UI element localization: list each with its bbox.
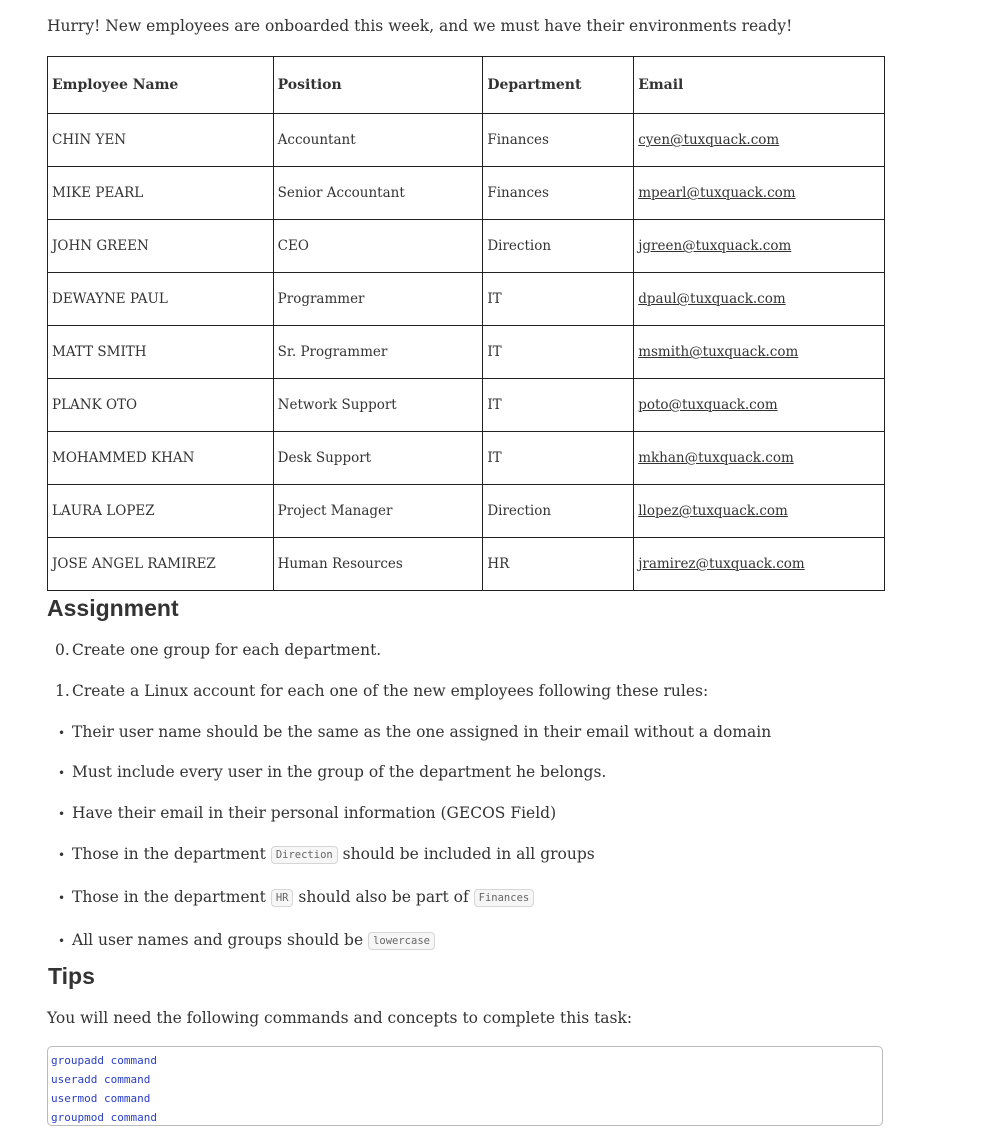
employee-table (47, 56, 885, 591)
cell-email (634, 538, 885, 591)
list-item (72, 845, 595, 863)
cell-position: Sr. Programmer (273, 326, 483, 379)
list-item (72, 931, 435, 949)
list-item-text: should also be part of (298, 888, 469, 906)
tips-heading: Tips (48, 963, 95, 989)
cell-position: Human Resources (273, 538, 483, 591)
list-number: 0. (55, 641, 70, 659)
cell-name: PLANK OTO (48, 379, 274, 432)
table-row (48, 485, 885, 538)
cell-position: Programmer (273, 273, 483, 326)
table-row (48, 432, 885, 485)
bullet-dot: • (58, 848, 66, 862)
list-item: Must include every user in the group of the department he belongs. (72, 763, 607, 781)
bullet-dot: • (58, 934, 66, 948)
email-link[interactable]: poto@tuxquack.com (638, 397, 778, 413)
cell-department: Finances (483, 114, 634, 167)
table-row (48, 379, 885, 432)
cell-name: CHIN YEN (48, 114, 274, 167)
list-item: Create a Linux account for each one of the new employees following these rules: (72, 682, 709, 700)
cell-department: Finances (483, 167, 634, 220)
list-item-text: Those in the department (72, 845, 266, 863)
table-header-row (48, 57, 885, 114)
code-block (47, 1046, 883, 1126)
cell-position: Network Support (273, 379, 483, 432)
cell-name: MIKE PEARL (48, 167, 274, 220)
inline-code: Direction (271, 846, 338, 864)
email-link[interactable]: jramirez@tuxquack.com (638, 556, 805, 572)
cell-name: JOSE ANGEL RAMIREZ (48, 538, 274, 591)
inline-code: Finances (474, 889, 535, 907)
cell-email (634, 485, 885, 538)
cell-department: HR (483, 538, 634, 591)
cell-position: CEO (273, 220, 483, 273)
table-row (48, 167, 885, 220)
cell-name: DEWAYNE PAUL (48, 273, 274, 326)
code-line: useradd command (51, 1073, 151, 1086)
table-row (48, 326, 885, 379)
list-item: Have their email in their personal information (GECOS Field) (72, 804, 557, 822)
cell-department: IT (483, 379, 634, 432)
cell-department: IT (483, 432, 634, 485)
header-position: Position (273, 57, 483, 114)
bullet-dot: • (58, 891, 66, 905)
code-line: usermod command (51, 1092, 151, 1105)
cell-email (634, 379, 885, 432)
bullet-dot: • (58, 766, 66, 780)
cell-email (634, 273, 885, 326)
email-link[interactable]: mpearl@tuxquack.com (638, 185, 796, 201)
email-link[interactable]: cyen@tuxquack.com (638, 132, 780, 148)
email-link[interactable]: mkhan@tuxquack.com (638, 450, 794, 466)
header-email: Email (634, 57, 885, 114)
inline-code: lowercase (368, 932, 435, 950)
list-item: Create one group for each department. (72, 641, 382, 659)
email-link[interactable]: llopez@tuxquack.com (638, 503, 788, 519)
cell-department: IT (483, 273, 634, 326)
cell-email (634, 326, 885, 379)
email-link[interactable]: dpaul@tuxquack.com (638, 291, 786, 307)
code-line: groupadd command (51, 1054, 157, 1067)
inline-code: HR (271, 889, 294, 907)
cell-position: Desk Support (273, 432, 483, 485)
code-line: groupmod command (51, 1111, 157, 1124)
assignment-heading: Assignment (47, 595, 179, 621)
cell-email (634, 167, 885, 220)
list-item-text: Those in the department (72, 888, 266, 906)
cell-name: LAURA LOPEZ (48, 485, 274, 538)
cell-department: Direction (483, 485, 634, 538)
cell-name: MOHAMMED KHAN (48, 432, 274, 485)
list-item: Their user name should be the same as the one assigned in their email without a domain (72, 723, 772, 741)
list-number: 1. (55, 682, 70, 700)
list-item-text: should be included in all groups (342, 845, 595, 863)
header-employee-name: Employee Name (48, 57, 274, 114)
cell-position: Accountant (273, 114, 483, 167)
email-link[interactable]: jgreen@tuxquack.com (638, 238, 792, 254)
list-item-text: All user names and groups should be (72, 931, 364, 949)
table-row (48, 538, 885, 591)
intro-text: Hurry! New employees are onboarded this week, and we must have their environments ready! (47, 17, 793, 35)
header-department: Department (483, 57, 634, 114)
list-item (72, 888, 534, 906)
cell-position: Senior Accountant (273, 167, 483, 220)
table-row (48, 220, 885, 273)
cell-name: JOHN GREEN (48, 220, 274, 273)
cell-name: MATT SMITH (48, 326, 274, 379)
tips-text: You will need the following commands and concepts to complete this task: (47, 1009, 633, 1027)
cell-department: IT (483, 326, 634, 379)
cell-email (634, 114, 885, 167)
email-link[interactable]: msmith@tuxquack.com (638, 344, 799, 360)
bullet-dot: • (58, 807, 66, 821)
table-row (48, 273, 885, 326)
cell-email (634, 432, 885, 485)
cell-position: Project Manager (273, 485, 483, 538)
bullet-dot: • (58, 726, 66, 740)
cell-department: Direction (483, 220, 634, 273)
cell-email (634, 220, 885, 273)
table-row (48, 114, 885, 167)
